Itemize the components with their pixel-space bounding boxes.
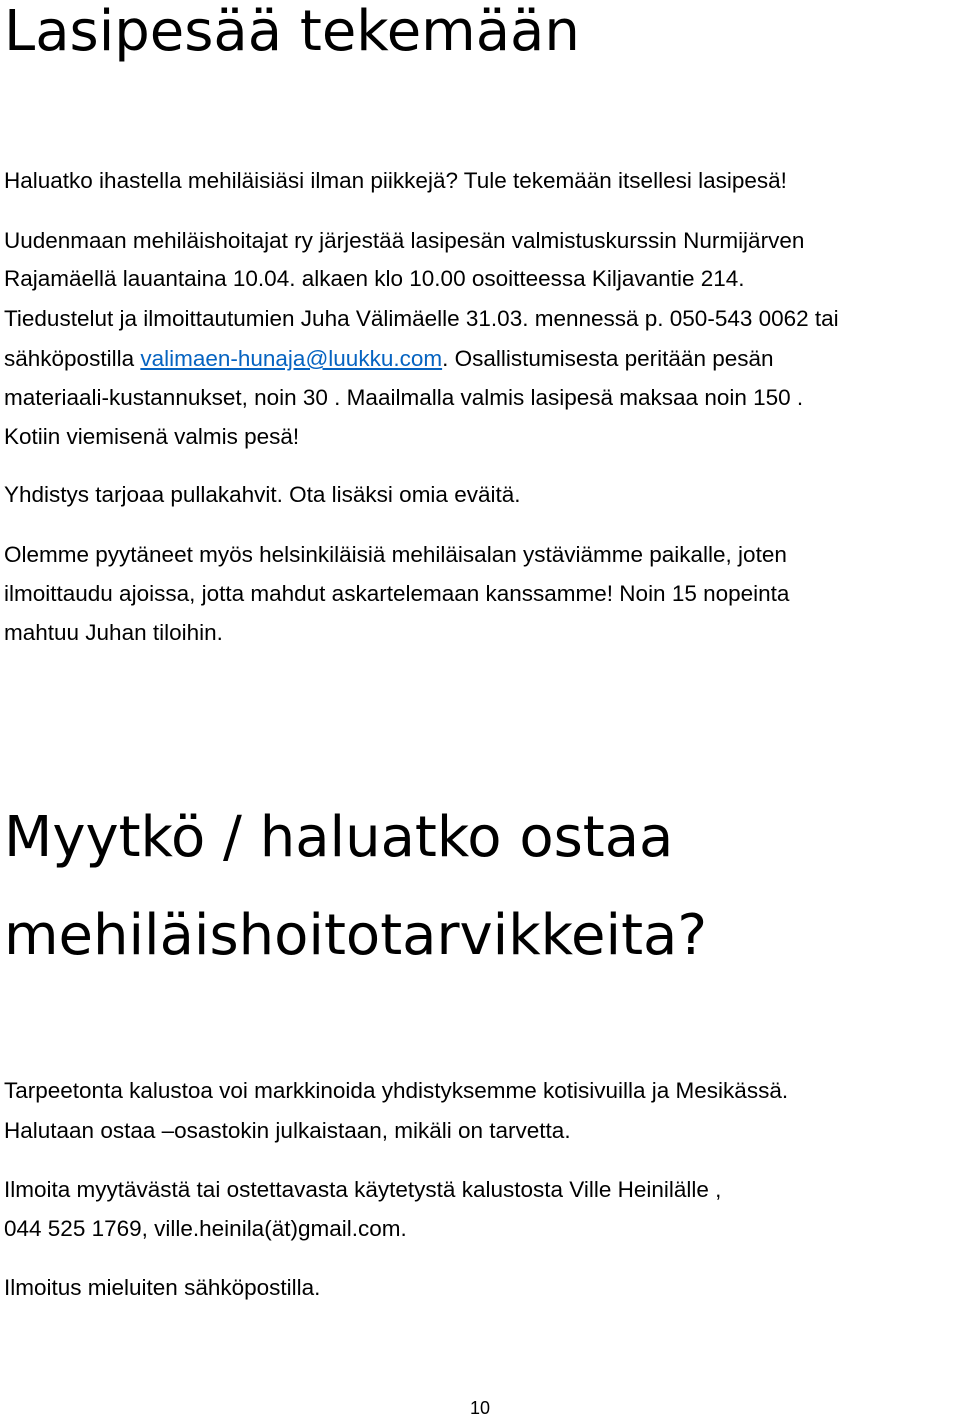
course-paragraph-line: Rajamäellä lauantaina 10.04. alkaen klo 10.00 osoitteessa Kiljavantie 214. — [4, 266, 745, 291]
course-paragraph-line — [4, 344, 774, 374]
marketplace-paragraph-line: Tarpeetonta kalustoa voi markkinoida yhdistyksemme kotisivuilla ja Mesikässä. — [4, 1078, 789, 1103]
course-paragraph-text: . Osallistumisesta peritään pesän — [442, 346, 774, 371]
email-link[interactable]: valimaen-hunaja@luukku.com — [140, 346, 443, 371]
marketplace-paragraph-line: Halutaan ostaa –osastokin julkaistaan, mikäli on tarvetta. — [4, 1118, 571, 1143]
course-paragraph-line: Uudenmaan mehiläishoitajat ry järjestää lasipesän valmistuskurssin Nurmijärven — [4, 228, 805, 253]
course-paragraph-line: Kotiin viemisenä valmis pesä! — [4, 424, 300, 449]
invitation-paragraph-line: Olemme pyytäneet myös helsinkiläisiä mehiläisalan ystäviämme paikalle, joten — [4, 542, 787, 567]
contact-paragraph-line: Ilmoita myytävästä tai ostettavasta käytetystä kalustosta Ville Heinilälle , — [4, 1177, 722, 1202]
contact-paragraph-line: 044 525 1769, ville.heinila(ät)gmail.com. — [4, 1216, 407, 1241]
invitation-paragraph-line: mahtuu Juhan tiloihin. — [4, 620, 223, 645]
invitation-paragraph-line: ilmoittaudu ajoissa, jotta mahdut askartelemaan kanssamme! Noin 15 nopeinta — [4, 581, 790, 606]
email-preference-paragraph: Ilmoitus mieluiten sähköpostilla. — [4, 1275, 321, 1300]
course-paragraph-line: Tiedustelut ja ilmoittautumien Juha Välimäelle 31.03. mennessä p. 050-543 0062 tai — [4, 306, 839, 331]
course-paragraph-line: materiaali-kustannukset, noin 30 . Maailmalla valmis lasipesä maksaa noin 150 . — [4, 385, 804, 410]
intro-paragraph: Haluatko ihastella mehiläisiäsi ilman piikkejä? Tule tekemään itsellesi lasipesä! — [4, 168, 787, 193]
section-heading-lasipesa: Lasipesää tekemään — [4, 0, 580, 64]
course-paragraph-text: sähköpostilla — [4, 346, 141, 371]
page-number: 10 — [469, 1398, 491, 1418]
section-heading-myytko: Myytkö / haluatko ostaa — [4, 805, 674, 870]
refreshments-paragraph: Yhdistys tarjoaa pullakahvit. Ota lisäksi omia eväitä. — [4, 482, 521, 507]
section-heading-myytko-line2: mehiläishoitotarvikkeita? — [4, 903, 708, 968]
